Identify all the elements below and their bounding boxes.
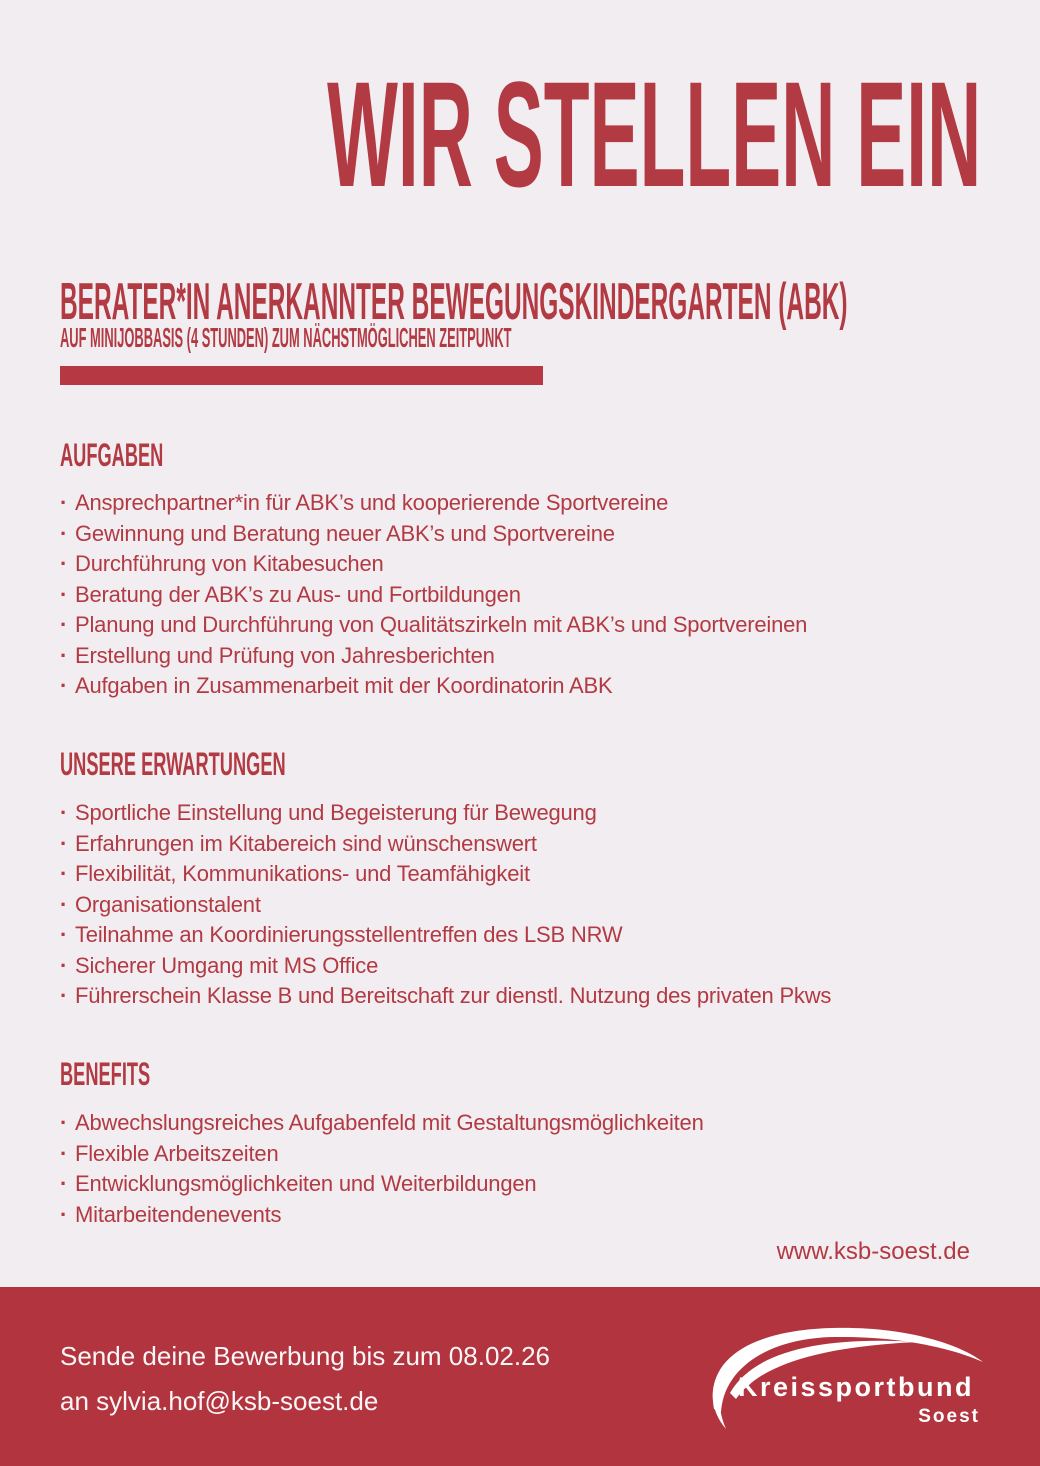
- poster-title: [0, 50, 1040, 218]
- list-item: · Mitarbeitendenevents: [60, 1200, 1010, 1231]
- list-item: · Sicherer Umgang mit MS Office: [60, 951, 1010, 982]
- list-item: · Organisationstalent: [60, 890, 1010, 921]
- list-item: · Führerschein Klasse B und Bereitschaft zur dienstl. Nutzung des privaten Pkws: [60, 981, 1010, 1012]
- list-item: · Planung und Durchführung von Qualitätszirkeln mit ABK’s und Sportvereinen: [60, 610, 1010, 641]
- list-item: · Teilnahme an Koordinierungsstellentreffen des LSB NRW: [60, 920, 1010, 951]
- section-aufgaben-heading: AUFGABEN: [60, 437, 164, 473]
- footer-band: [0, 1287, 1040, 1466]
- list-item: · Sportliche Einstellung und Begeisterung für Bewegung: [60, 798, 1010, 829]
- list-item: · Aufgaben in Zusammenarbeit mit der Koordinatorin ABK: [60, 671, 1010, 702]
- aufgaben-list: [60, 488, 1010, 702]
- list-item: · Beratung der ABK’s zu Aus- und Fortbildungen: [60, 580, 1010, 611]
- logo-sub-wordmark: Soest: [918, 1406, 980, 1427]
- list-item: · Durchführung von Kitabesuchen: [60, 549, 1010, 580]
- list-item: · Abwechslungsreiches Aufgabenfeld mit Gestaltungsmöglichkeiten: [60, 1108, 1010, 1139]
- application-deadline-text: Sende deine Bewerbung bis zum 08.02.26: [60, 1341, 551, 1371]
- ksb-logo: [692, 1323, 992, 1440]
- list-item: · Entwicklungsmöglichkeiten und Weiterbildungen: [60, 1169, 1010, 1200]
- list-item: · Erstellung und Prüfung von Jahresberichten: [60, 641, 1010, 672]
- list-item: · Gewinnung und Beratung neuer ABK’s und Sportvereine: [60, 519, 1010, 550]
- job-title: [60, 273, 1040, 331]
- ksb-logo-icon: [692, 1323, 992, 1435]
- application-info: [60, 1334, 550, 1424]
- application-email-text: an sylvia.hof@ksb-soest.de: [60, 1386, 379, 1416]
- accent-bar: [60, 366, 543, 385]
- poster-title-text: WIR STELLEN EIN: [327, 50, 982, 218]
- logo-wordmark: Kreissportbund: [738, 1372, 975, 1402]
- section-erwartungen-heading: UNSERE ERWARTUNGEN: [60, 746, 286, 782]
- list-item: · Ansprechpartner*in für ABK’s und kooperierende Sportvereine: [60, 488, 1010, 519]
- job-subtitle-text: AUF MINIJOBBASIS (4 STUNDEN) ZUM NÄCHSTMÖGLICHEN ZEITPUNKT: [60, 322, 512, 353]
- section-benefits-heading: BENEFITS: [60, 1056, 151, 1092]
- list-item: · Flexible Arbeitszeiten: [60, 1139, 1010, 1170]
- benefits-list: [60, 1108, 1010, 1230]
- job-subtitle: [60, 324, 1040, 352]
- erwartungen-list: [60, 798, 1010, 1012]
- list-item: · Erfahrungen im Kitabereich sind wünschenswert: [60, 829, 1010, 860]
- job-title-text: BERATER*IN ANERKANNTER BEWEGUNGSKINDERGARTEN (ABK): [60, 273, 848, 331]
- list-item: · Flexibilität, Kommunikations- und Teamfähigkeit: [60, 859, 1010, 890]
- website-text: www.ksb-soest.de: [776, 1238, 970, 1265]
